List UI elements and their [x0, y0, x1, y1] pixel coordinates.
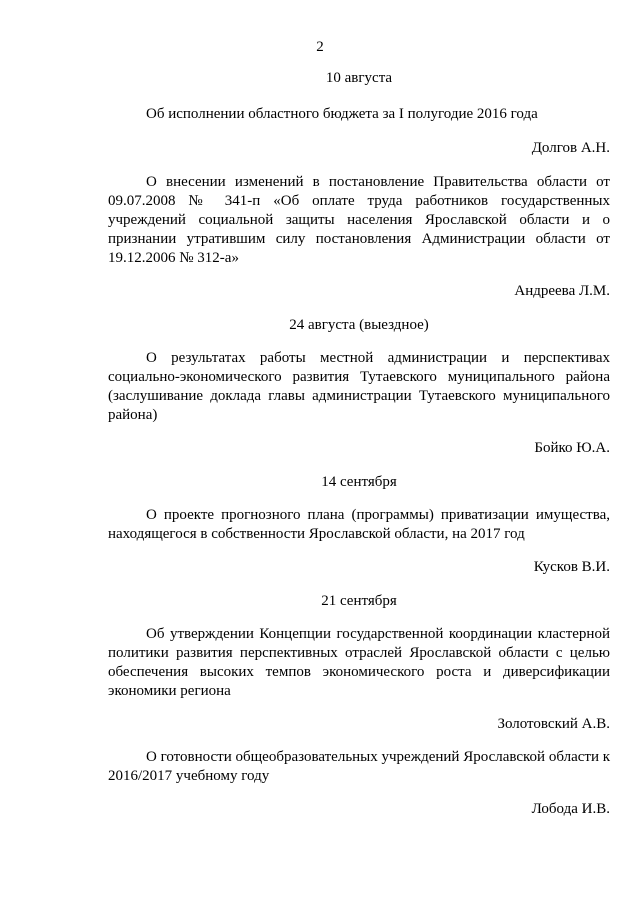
date-heading: 14 сентября: [321, 474, 397, 490]
agenda-item: [108, 173, 610, 301]
document-body: [108, 69, 610, 819]
agenda-item: [108, 625, 610, 734]
speaker-name: Андреева Л.М.: [514, 283, 610, 299]
date-heading: 10 августа: [325, 70, 393, 86]
speaker-name: Долгов А.Н.: [531, 140, 610, 156]
agenda-topic: Об исполнении областного бюджета за I полугодие 2016 года: [146, 106, 538, 122]
agenda-item: [108, 748, 610, 819]
agenda-topic: Об утверждении Концепции государственной координации кластерной политики развития перспективных отраслей Ярославской области с целью обеспечения высоких темпов экономического роста и диверсификации экономики региона: [108, 626, 610, 699]
agenda-topic: О внесении изменений в постановление Правительства области от 09.07.2008 № 341-п «Об оплате труда работников государственных учреждений социальной защиты населения Ярославской области и о признании утратившим силу постановления Администрации области от 19.12.2006 № 312-а»: [108, 174, 610, 266]
date-heading: 24 августа (выездное): [289, 317, 429, 333]
agenda-topic: О результатах работы местной администрации и перспективах социально-экономического развития Тутаевского муниципального района (заслушивание доклада главы администрации Тутаевского муниципального района): [108, 350, 610, 423]
speaker-name: Золотовский А.В.: [497, 716, 610, 732]
agenda-topic: О проекте прогнозного плана (программы) приватизации имущества, находящегося в собственности Ярославской области, на 2017 год: [108, 507, 610, 542]
agenda-topic: О готовности общеобразовательных учреждений Ярославской области к 2016/2017 учебному году: [108, 749, 611, 784]
date-heading: 21 сентября: [321, 593, 397, 609]
agenda-item: [108, 105, 610, 158]
speaker-name: Кусков В.И.: [533, 559, 610, 575]
speaker-name: Лобода И.В.: [531, 801, 610, 817]
agenda-item: [108, 349, 610, 458]
agenda-item: [108, 506, 610, 577]
page-number: 2: [316, 39, 324, 55]
speaker-name: Бойко Ю.А.: [534, 440, 610, 456]
